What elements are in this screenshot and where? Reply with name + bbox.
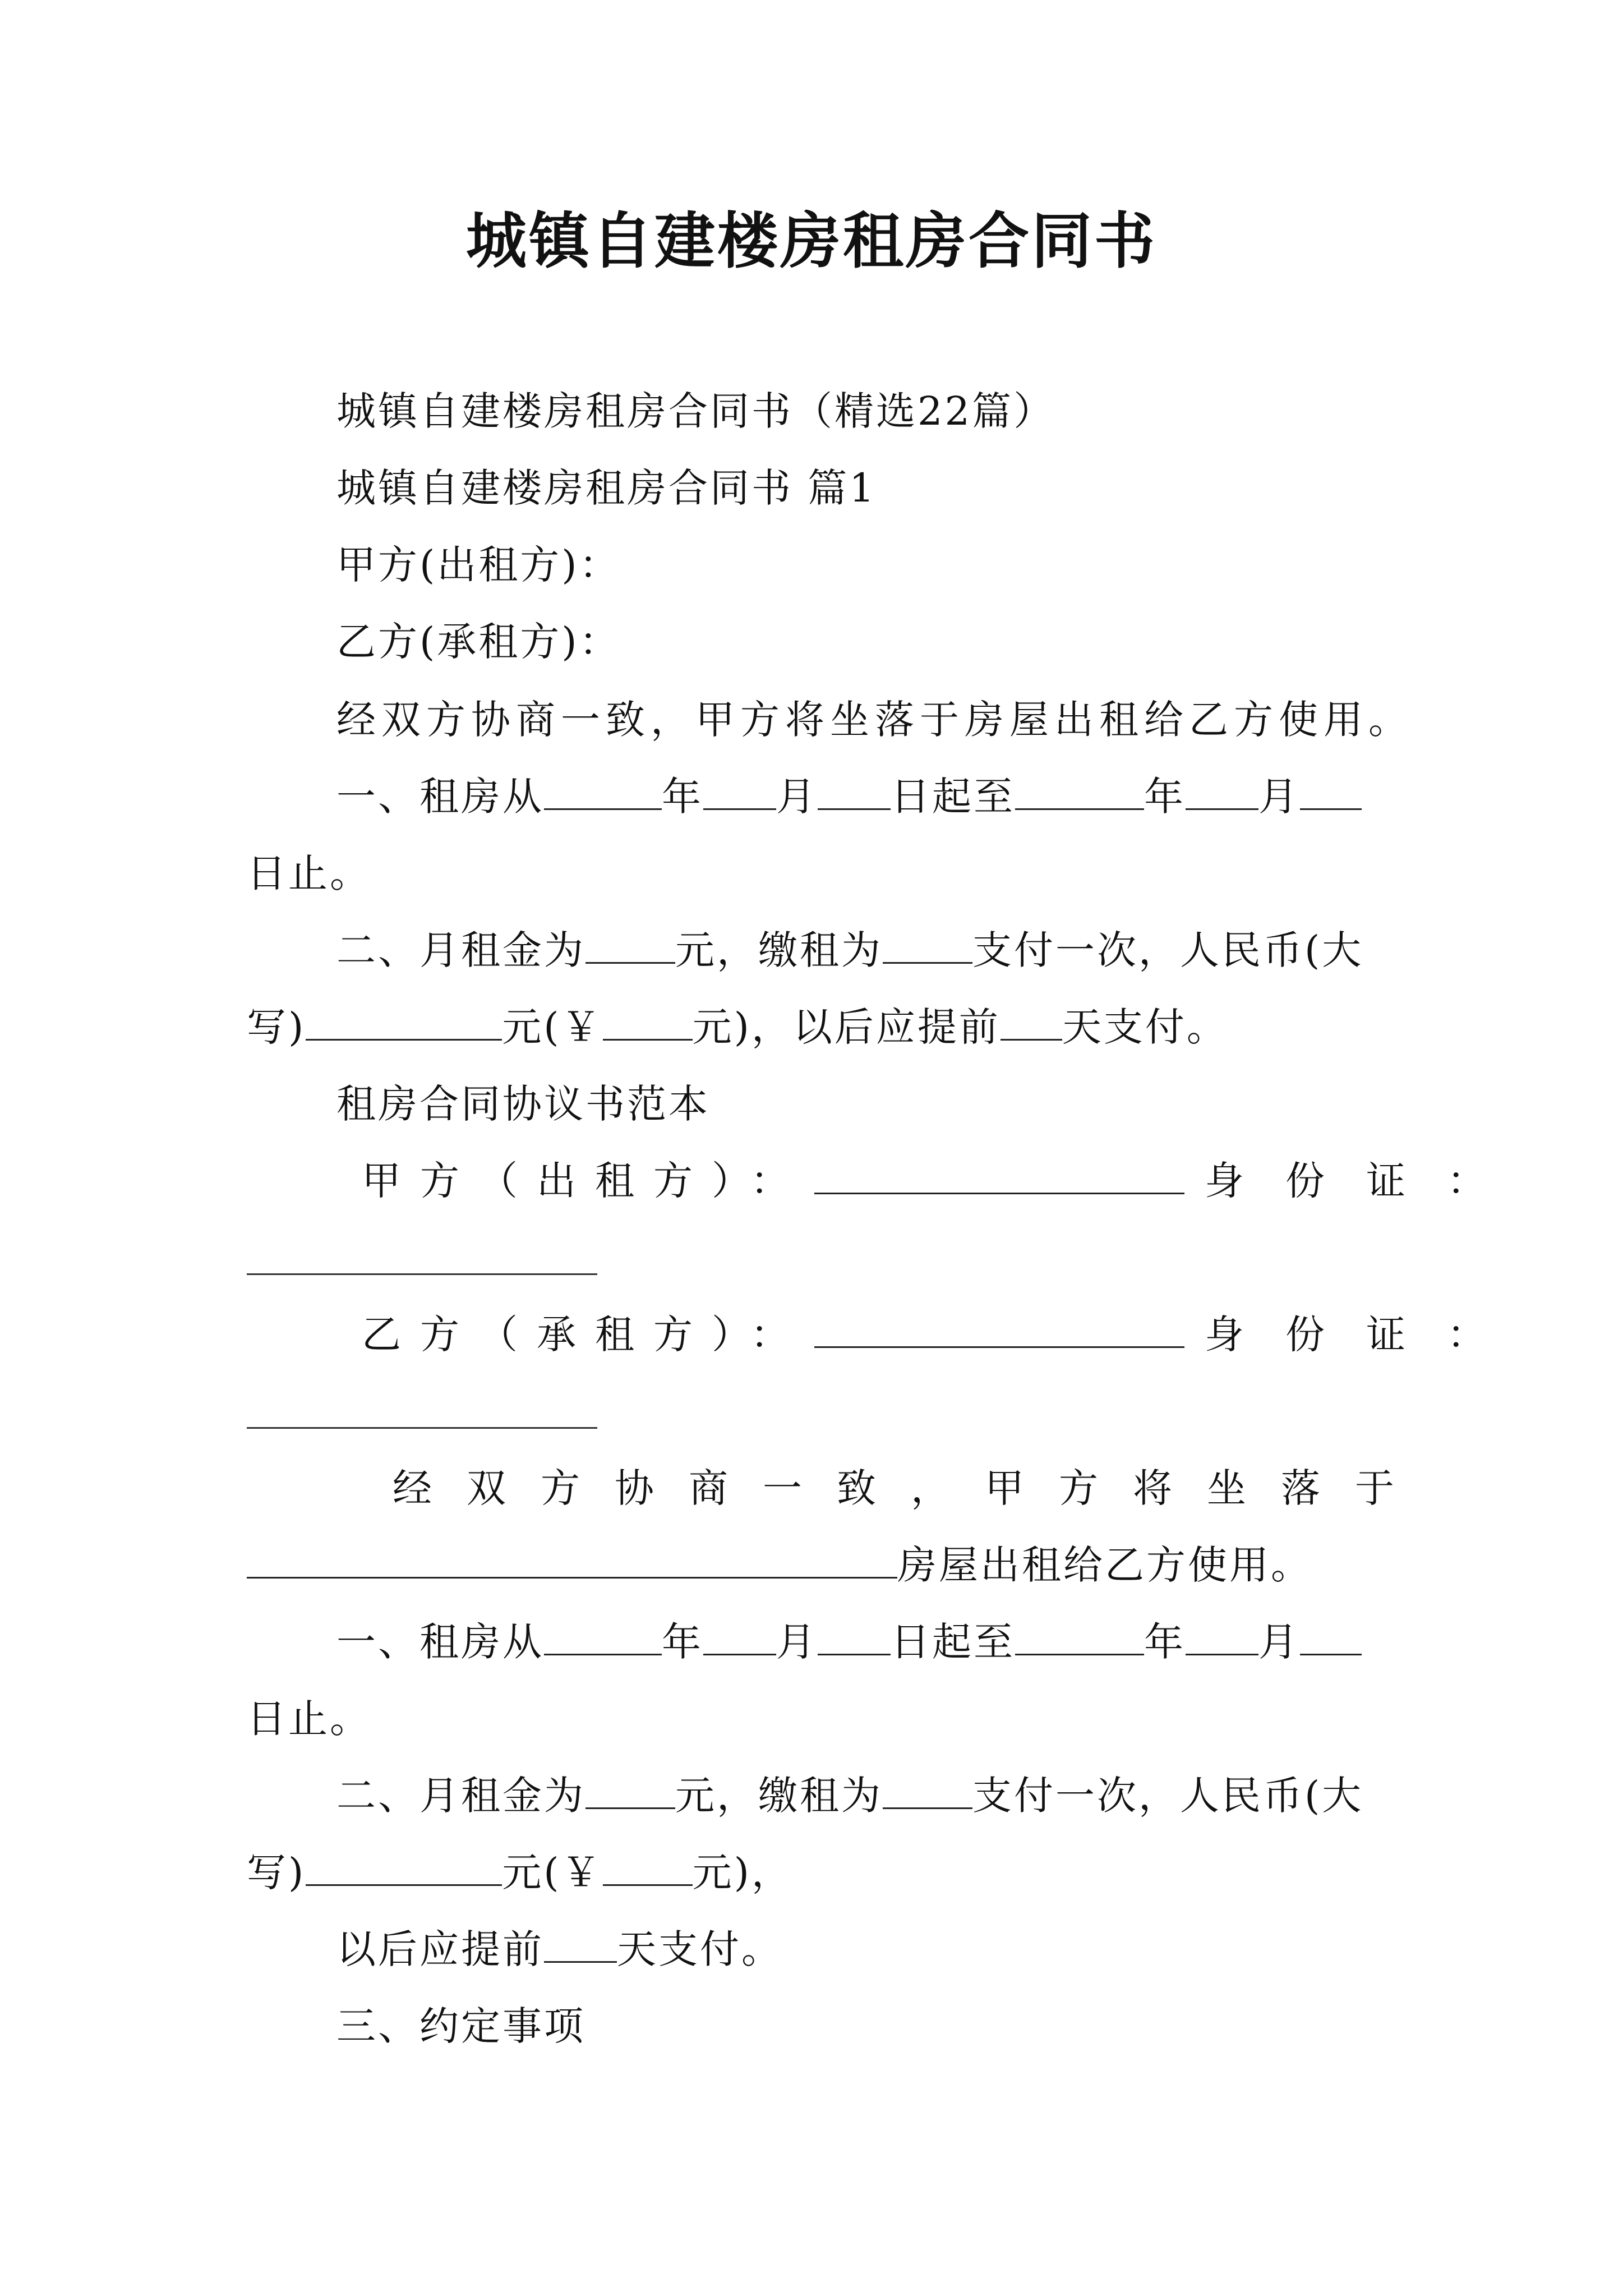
subtitle-line: 城镇自建楼房租房合同书（精选22篇） [336, 388, 1055, 434]
blank-field [883, 1774, 972, 1809]
blank-field [1000, 1005, 1062, 1041]
blank-field [818, 1620, 891, 1655]
rent-line: 二、月租金为 元，缴租为 支付一次，人民币(大 [336, 927, 1364, 973]
blank-field [883, 928, 972, 964]
term-end-line-2: 日止。 [247, 1696, 371, 1742]
rent-line-2: 二、月租金为 元，缴租为 支付一次，人民币(大 [336, 1773, 1364, 1819]
blank-field [306, 1851, 502, 1886]
party-b2-line: 乙方（承租方）： 身份证： [362, 1312, 1528, 1358]
advance-line: 以后应提前 天支付。 [336, 1926, 783, 1972]
blank-field [585, 1774, 675, 1809]
agreement2-line-cont: 房屋出租给乙方使用。 [247, 1538, 1312, 1592]
term-line: 一、租房从 年 月 日起至 年 月 [336, 770, 1362, 823]
item3-line: 三、约定事项 [336, 2003, 585, 2049]
document-title: 城镇自建楼房租房合同书 [465, 206, 1157, 277]
blank-field [703, 1620, 776, 1655]
chapter-line: 城镇自建楼房租房合同书 篇1 [336, 465, 877, 511]
template-heading: 租房合同协议书范本 [336, 1081, 710, 1127]
blank-field [1186, 775, 1258, 810]
blank-field [544, 1620, 662, 1655]
blank-field [544, 1927, 617, 1963]
blank-field [1015, 775, 1144, 810]
blank-field [1300, 1620, 1362, 1655]
rent-line-2-cont: 写) 元(￥ 元)， [247, 1849, 793, 1895]
blank-field [1015, 1620, 1144, 1655]
party-a-line: 甲方(出租方)： [336, 542, 621, 588]
blank-line [247, 1273, 597, 1275]
party-b-line: 乙方(承租方)： [336, 619, 621, 665]
blank-field [544, 775, 662, 810]
agreement-line: 经双方协商一致，甲方将坐落于房屋出租给乙方使用。 [336, 697, 1413, 743]
blank-field [603, 1851, 693, 1886]
party-a2-line: 甲方（出租方）： 身份证： [362, 1158, 1528, 1204]
blank-field [585, 928, 675, 964]
agreement2-line: 经双方协商一致，甲方将坐落于 [393, 1465, 1429, 1511]
blank-field [818, 775, 891, 810]
term-line-2: 一、租房从 年 月 日起至 年 月 [336, 1615, 1362, 1669]
blank-field [703, 775, 776, 810]
blank-field [1300, 775, 1362, 810]
blank-field [814, 1313, 1184, 1348]
blank-field [306, 1005, 502, 1041]
blank-field [247, 1543, 897, 1579]
blank-field [814, 1159, 1184, 1194]
blank-field [1186, 1620, 1258, 1655]
blank-field [603, 1005, 693, 1041]
blank-line [247, 1427, 597, 1429]
rent-line-cont: 写) 元(￥ 元)，以后应提前 天支付。 [247, 1004, 1228, 1050]
term-end-line: 日止。 [247, 850, 371, 896]
